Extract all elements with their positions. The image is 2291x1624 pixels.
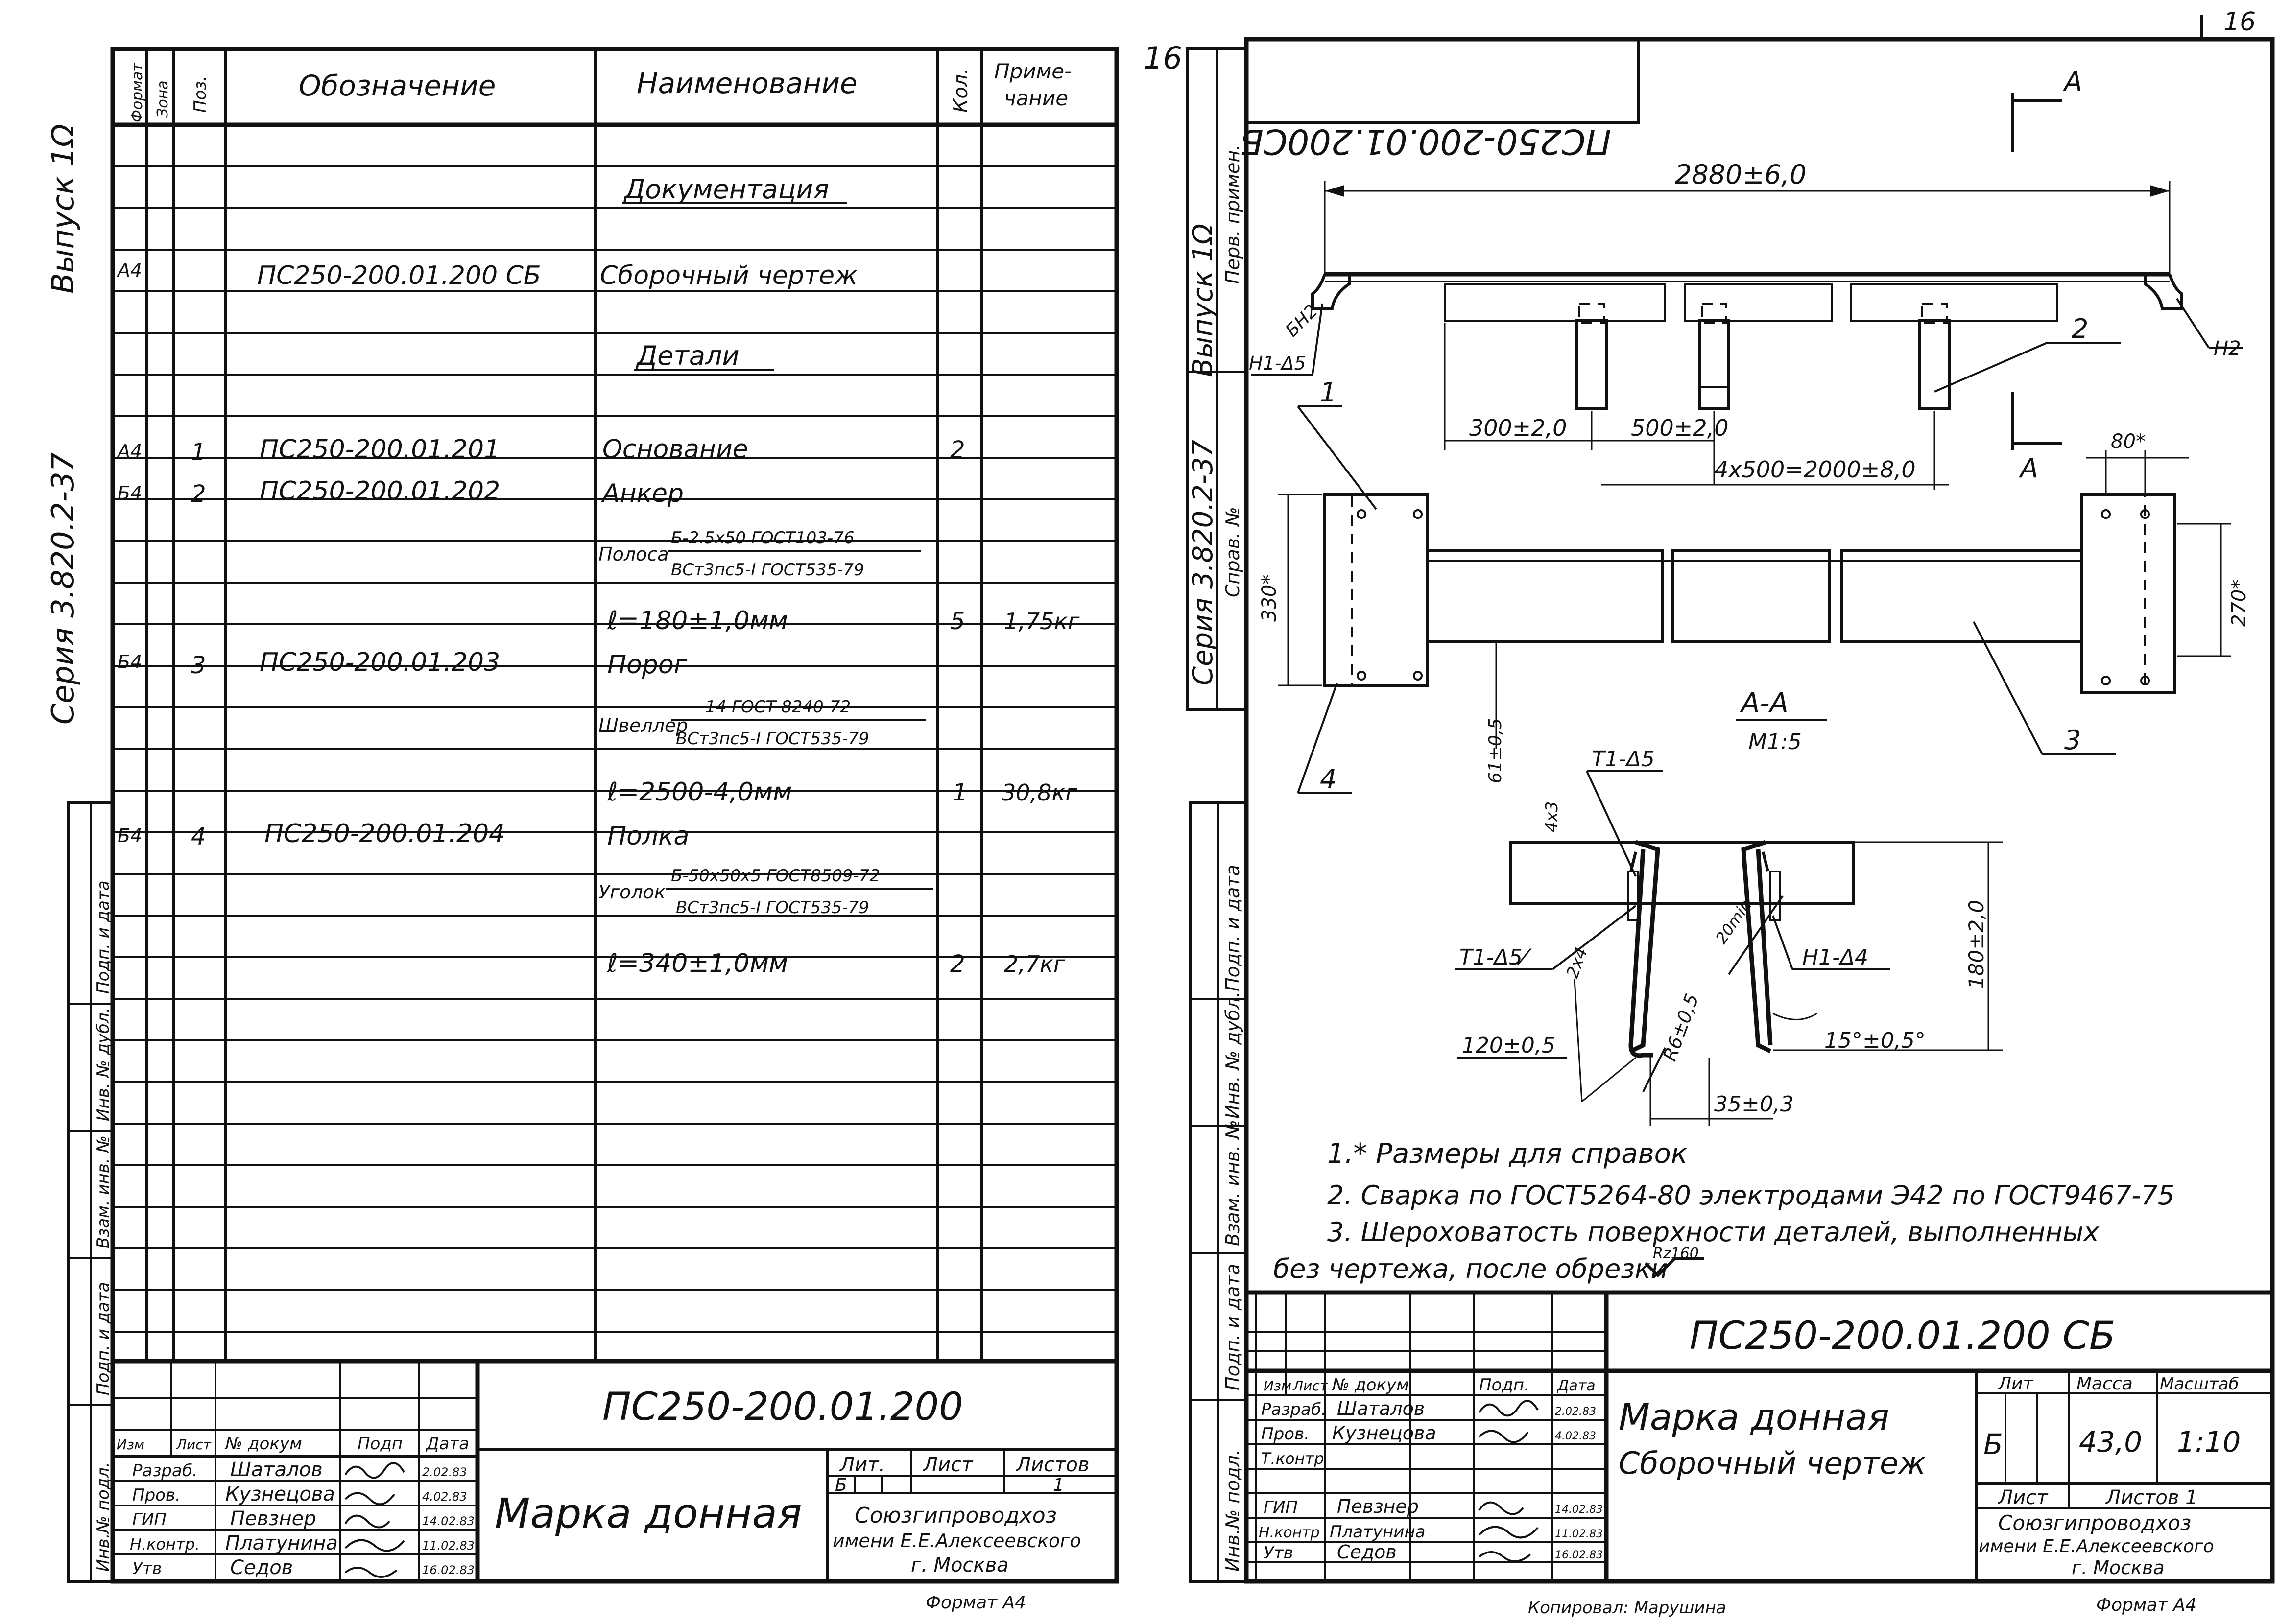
- rtb-person: Певзнер: [1337, 1496, 1419, 1517]
- row-pos: 4: [191, 823, 206, 850]
- right-sprav-label: Справ. №: [1222, 507, 1243, 597]
- callout-4: 4: [1320, 764, 1337, 795]
- col-pos-header: Поз.: [191, 75, 210, 113]
- tb-lit-value: Б: [835, 1475, 847, 1495]
- dim-80: 80*: [2111, 430, 2146, 453]
- tb-role: Разраб.: [132, 1461, 198, 1481]
- row-name: Основание: [602, 435, 748, 464]
- rtb-copied: Копировал: Марушина: [1528, 1598, 1726, 1618]
- right-stamp-1: Инв.№ подл.: [1222, 1449, 1243, 1572]
- weld-w1: Н1-Δ5: [1249, 353, 1306, 374]
- rtb-mass-value: 43,0: [2079, 1425, 2143, 1459]
- rtb-person: Седов: [1337, 1541, 1397, 1563]
- notes: [1273, 1138, 2174, 1284]
- row-name-top: Б-2.5х50 ГОСТ103-76: [671, 528, 855, 548]
- mirror-designation-box: [1246, 39, 1638, 122]
- row-designation: ПС250-200.01.204: [264, 819, 505, 848]
- tb-date: 14.02.83: [422, 1514, 475, 1528]
- tb-sheets-label: Листов: [1016, 1454, 1090, 1476]
- rtb-org-1: Союзгипроводхоз: [1998, 1511, 2192, 1535]
- row-name: Порог: [607, 650, 688, 680]
- rtb-org-3: г. Москва: [2072, 1557, 2165, 1578]
- rtb-person: Платунина: [1330, 1522, 1426, 1542]
- rtb-lit-value: Б: [1983, 1428, 2003, 1461]
- section-aa: [1455, 687, 2003, 1126]
- left-title-block: [113, 1361, 1117, 1613]
- weld-w3: Н2: [2214, 337, 2241, 360]
- row-designation: ПС250-200.01.203: [260, 648, 501, 677]
- col-note-header-2: чание: [1004, 86, 1069, 110]
- rtb-designation: ПС250-200.01.200 СБ: [1690, 1314, 2116, 1358]
- tb-person: Шаталов: [230, 1459, 323, 1481]
- col-format-header: Формат: [129, 63, 146, 122]
- tb-role: Пров.: [132, 1485, 181, 1505]
- rtb-mass-label: Масса: [2076, 1374, 2133, 1394]
- note-4: без чертежа, после обрезки: [1273, 1253, 1668, 1284]
- rtb-sheet-label: Лист: [1998, 1486, 2048, 1509]
- callout-2: 2: [2072, 313, 2089, 344]
- tb-designation: ПС250-200.01.200: [602, 1385, 963, 1429]
- right-title-block: [1246, 1293, 2272, 1618]
- left-stamp-5: Подп. и дата: [94, 880, 113, 994]
- row-note: 2,7кг: [1004, 951, 1066, 977]
- row-format: Б4: [118, 825, 143, 847]
- right-stamp-2: Подп. и дата: [1222, 1264, 1243, 1390]
- roughness-value: Rz160: [1653, 1245, 1699, 1262]
- rtb-role: ГИП: [1264, 1498, 1298, 1517]
- row-name-bottom: ВСт3пс5-I ГОСТ535-79: [676, 729, 869, 749]
- row-note: 30,8кг: [1002, 779, 1077, 806]
- rtb-col-list: Лист: [1293, 1378, 1328, 1394]
- right-sheet: [1144, 7, 2272, 1618]
- row-name-top: 14 ГОСТ 8240-72: [705, 697, 851, 717]
- dim-61: 61±0,5: [1485, 718, 1505, 783]
- col-name-header: Наименование: [637, 67, 858, 100]
- dim-300: 300±2,0: [1469, 415, 1567, 441]
- row-details: Детали: [637, 340, 740, 371]
- weld-w6: Н1-Δ4: [1802, 945, 1869, 970]
- right-stamp-5: Подп. и дата: [1222, 865, 1243, 991]
- tb-title: Марка донная: [495, 1489, 802, 1537]
- tb-sheets-value: 1: [1053, 1475, 1064, 1495]
- rtb-date: 16.02.83: [1555, 1549, 1603, 1561]
- left-stamp-1: Инв.№ подл.: [94, 1462, 113, 1572]
- tb-col-izm: Изм: [117, 1436, 144, 1453]
- section-mark-top: А: [2064, 66, 2082, 97]
- right-vypusk-label: Выпуск 1Ω: [1187, 223, 1219, 377]
- row-name-bottom: ВСт3пс5-I ГОСТ535-79: [676, 898, 869, 918]
- note-3: 3. Шероховатость поверхности деталей, выполненных: [1327, 1217, 2100, 1247]
- tb-role: Утв: [132, 1559, 162, 1578]
- row-documentation: Документация: [624, 174, 829, 205]
- weld-w4: Т1-Δ5: [1592, 747, 1655, 772]
- left-stamp-2: Подп. и дата: [94, 1282, 113, 1395]
- tb-col-list: Лист: [176, 1436, 211, 1453]
- tb-lit-label: Лит.: [840, 1454, 885, 1476]
- rtb-col-izm: Изм: [1264, 1378, 1291, 1394]
- row-pos: 1: [191, 439, 206, 466]
- dim-120: 120±0,5: [1462, 1033, 1555, 1058]
- row-pos: 2: [191, 480, 206, 508]
- row-name-prefix: Швеллер: [598, 715, 688, 736]
- col-qty-header: Кол.: [950, 68, 972, 113]
- row-name-prefix: Полоса: [598, 543, 669, 565]
- row-name-top: Б-50х50х5 ГОСТ8509-72: [671, 866, 881, 886]
- dim-180: 180±2,0: [1964, 899, 1988, 989]
- right-stamp-3: Взам. инв. №: [1222, 1119, 1243, 1246]
- right-seriya-label: Серия 3.820.2-37: [1187, 439, 1219, 685]
- dim-500: 500±2,0: [1631, 415, 1729, 441]
- rtb-title-2: Сборочный чертеж: [1619, 1445, 1926, 1481]
- row-name-prefix: Уголок: [598, 881, 666, 903]
- dim-270: 270*: [2228, 579, 2250, 627]
- tb-col-doc: № докум: [225, 1434, 302, 1454]
- tb-org-1: Союзгипроводхоз: [855, 1503, 1057, 1528]
- tb-role: Н.контр.: [130, 1535, 200, 1553]
- col-zone-header: Зона: [154, 80, 171, 118]
- col-designation-header: Обозначение: [299, 69, 496, 102]
- tb-format: Формат А4: [926, 1593, 1026, 1613]
- dim-20: 20min: [1712, 896, 1756, 947]
- note-2: 2. Сварка по ГОСТ5264-80 электродами Э42 по ГОСТ9467-75: [1327, 1180, 2175, 1211]
- left-stamp-4: Инв. № дубл.: [94, 1007, 113, 1121]
- rtb-date: 2.02.83: [1555, 1406, 1596, 1418]
- rtb-col-sign: Подп.: [1479, 1375, 1529, 1395]
- row-name-bottom: ВСт3пс5-I ГОСТ535-79: [671, 560, 864, 580]
- tb-person: Седов: [230, 1556, 293, 1579]
- rtb-title-1: Марка донная: [1619, 1396, 1889, 1438]
- row-qty: 5: [950, 608, 965, 635]
- rtb-col-doc: № докум: [1332, 1375, 1409, 1395]
- rtb-date: 14.02.83: [1555, 1504, 1603, 1516]
- weld-w7: 4х3: [1542, 801, 1562, 832]
- row-designation: ПС250-200.01.200 СБ: [257, 261, 541, 290]
- rtb-role: Т.контр: [1261, 1449, 1324, 1468]
- left-stamp-3: Взам. инв. №: [94, 1135, 113, 1248]
- rtb-role: Н.контр: [1259, 1524, 1320, 1541]
- section-title: А-А: [1741, 687, 1789, 719]
- left-seriya-label: Серия 3.820.2-37: [45, 452, 81, 725]
- right-sheet-number: 16: [1144, 40, 1182, 76]
- rtb-format: Формат А4: [2096, 1595, 2197, 1615]
- tb-date: 16.02.83: [422, 1563, 475, 1577]
- dim-overall: 2880±6,0: [1675, 159, 1807, 190]
- tb-org-2: имени Е.Е.Алексеевского: [833, 1530, 1081, 1552]
- row-qty: 2: [950, 950, 965, 978]
- row-format: Б4: [118, 482, 143, 504]
- tb-org-3: г. Москва: [911, 1554, 1009, 1577]
- callout-1: 1: [1320, 377, 1337, 408]
- rtb-person: Кузнецова: [1332, 1422, 1436, 1444]
- dim-330: 330*: [1258, 574, 1281, 622]
- tb-date: 4.02.83: [422, 1490, 467, 1504]
- tb-person: Кузнецова: [225, 1483, 335, 1506]
- row-qty: 1: [953, 779, 968, 806]
- row-note: 1,75кг: [1004, 608, 1080, 635]
- rtb-sheets-label: Листов 1: [2106, 1486, 2198, 1509]
- dim-35: 35±0,3: [1714, 1092, 1794, 1117]
- tb-role: ГИП: [132, 1510, 167, 1530]
- tb-col-sign: Подп: [358, 1434, 403, 1454]
- left-vypusk-label: Выпуск 1Ω: [45, 124, 81, 294]
- row-format: А4: [118, 441, 143, 462]
- spec-row-lines: [113, 166, 1117, 1332]
- dim-spacing: 4х500=2000±8,0: [1714, 456, 1916, 483]
- rtb-date: 11.02.83: [1555, 1528, 1603, 1540]
- right-corner-number: 16: [2223, 7, 2256, 37]
- row-format: Б4: [118, 651, 143, 673]
- rtb-lit-label: Лит: [1998, 1374, 2033, 1394]
- tb-person: Певзнер: [230, 1507, 316, 1530]
- weld-w5: Т1-Δ5⁄: [1459, 945, 1527, 970]
- row-name: Анкер: [602, 479, 684, 508]
- section-mark-bottom: А: [2020, 453, 2038, 484]
- rtb-person: Шаталов: [1337, 1398, 1425, 1419]
- row-name: Полка: [607, 822, 690, 851]
- tb-date: 11.02.83: [422, 1539, 475, 1553]
- right-perv-label: Перв. примен.: [1222, 144, 1243, 284]
- rtb-role: Пров.: [1261, 1424, 1310, 1444]
- section-scale: М1:5: [1748, 730, 1802, 754]
- row-qty: 2: [950, 436, 965, 464]
- dim-angle: 15°±0,5°: [1824, 1028, 1926, 1053]
- note-1: 1.* Размеры для справок: [1327, 1138, 1688, 1170]
- tb-col-date: Дата: [426, 1434, 470, 1454]
- row-format: А4: [118, 259, 143, 281]
- rtb-scale-label: Масштаб: [2160, 1374, 2239, 1394]
- callout-3: 3: [2064, 725, 2081, 755]
- right-stamp-4: Инв. № дубл.: [1222, 991, 1243, 1119]
- row-designation: ПС250-200.01.201: [260, 435, 501, 464]
- left-sheet: [45, 49, 1117, 1613]
- tb-date: 2.02.83: [422, 1465, 467, 1479]
- spec-rows: [116, 174, 1080, 978]
- rtb-col-date: Дата: [1557, 1377, 1596, 1394]
- rtb-org-2: имени Е.Е.Алексеевского: [1979, 1536, 2214, 1556]
- col-note-header-1: Приме-: [994, 59, 1072, 83]
- dim-r6: R6±0,5: [1659, 990, 1703, 1064]
- tb-sheet-label: Лист: [923, 1454, 973, 1476]
- weld-w2: БН2: [1282, 301, 1322, 341]
- rtb-scale-value: 1:10: [2177, 1425, 2241, 1459]
- rtb-role: Утв: [1264, 1543, 1293, 1563]
- row-pos: 3: [191, 652, 206, 679]
- row-designation: ПС250-200.01.202: [260, 476, 501, 506]
- row-name: Сборочный чертеж: [600, 261, 858, 290]
- row-name: ℓ=180±1,0мм: [607, 606, 788, 635]
- weld-w8: 2х4: [1562, 944, 1592, 981]
- tb-person: Платунина: [225, 1532, 338, 1554]
- rtb-date: 4.02.83: [1555, 1430, 1596, 1442]
- mirror-designation: ПС250-200.01.200СБ: [1240, 121, 1611, 162]
- rtb-role: Разраб.: [1261, 1400, 1327, 1419]
- row-name: ℓ=2500-4,0мм: [607, 777, 792, 807]
- row-name: ℓ=340±1,0мм: [607, 949, 788, 978]
